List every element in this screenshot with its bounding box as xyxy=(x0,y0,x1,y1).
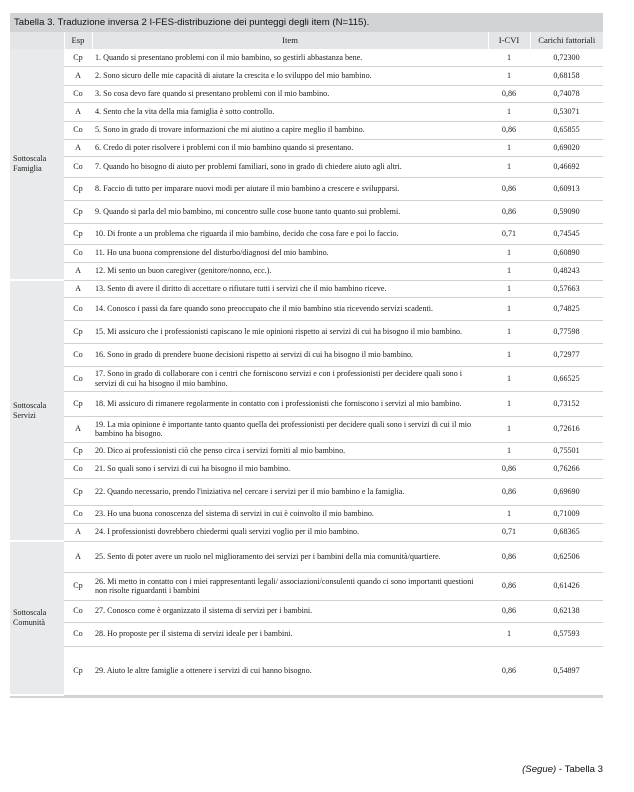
cell-cvi: 0,86 xyxy=(488,541,530,572)
cell-carico: 0,62506 xyxy=(530,541,603,572)
cell-item: 10. Di fronte a un problema che riguarda il mio bambino, decido che cosa fare e poi lo faccio. xyxy=(92,223,488,244)
table-row xyxy=(10,177,603,200)
table-row xyxy=(10,343,603,366)
cell-item: 28. Ho proposte per il sistema di servizi ideale per i bambini. xyxy=(92,622,488,646)
cell-item: 14. Conosco i passi da fare quando sono preoccupato che il mio bambino stia ricevendo servizi scadenti. xyxy=(92,297,488,320)
cell-cvi: 0,71 xyxy=(488,523,530,541)
section-label-line2: Comunità xyxy=(13,618,45,627)
table-row xyxy=(10,223,603,244)
cell-item: 4. Sento che la vita della mia famiglia è sotto controllo. xyxy=(92,102,488,121)
cell-esp: Co xyxy=(64,156,92,177)
cell-item: 17. Sono in grado di collaborare con i centri che forniscono servizi e con i professionisti per decidere quali sono i servizi di cui ha bisogno il mio bambino. xyxy=(92,366,488,391)
cell-carico: 0,48243 xyxy=(530,262,603,280)
cell-cvi: 0,86 xyxy=(488,600,530,622)
table-row xyxy=(10,200,603,223)
cell-cvi: 0,86 xyxy=(488,85,530,102)
header-cvi: I-CVI xyxy=(488,32,530,49)
table-row xyxy=(10,262,603,280)
cell-item: 19. La mia opinione è importante tanto quanto quella dei professionisti per decidere quali sono i servizi di cui il mio bambino ha bisogno. xyxy=(92,416,488,442)
section-label-line1: Sottoscala xyxy=(13,608,47,617)
cell-cvi: 1 xyxy=(488,320,530,343)
table-row xyxy=(10,459,603,478)
segue-label: (Segue) xyxy=(522,764,557,775)
cell-carico: 0,69690 xyxy=(530,478,603,505)
cell-cvi: 0,86 xyxy=(488,646,530,695)
cell-esp: Co xyxy=(64,459,92,478)
cell-esp: A xyxy=(64,541,92,572)
cell-item: 23. Ho una buona conoscenza del sistema di servizi in cui è coinvolto il mio bambino. xyxy=(92,505,488,523)
cell-carico: 0,62138 xyxy=(530,600,603,622)
table-row xyxy=(10,280,603,297)
cell-cvi: 0,86 xyxy=(488,177,530,200)
cell-cvi: 1 xyxy=(488,416,530,442)
table-row xyxy=(10,102,603,121)
cell-cvi: 1 xyxy=(488,297,530,320)
table-row xyxy=(10,66,603,85)
cell-esp: Cp xyxy=(64,223,92,244)
cell-carico: 0,72300 xyxy=(530,49,603,66)
cell-cvi: 1 xyxy=(488,280,530,297)
section-label-line2: Servizi xyxy=(13,410,36,420)
cell-cvi: 1 xyxy=(488,622,530,646)
cell-esp: Cp xyxy=(64,391,92,416)
cell-esp: Cp xyxy=(64,442,92,459)
cell-carico: 0,72977 xyxy=(530,343,603,366)
cell-item: 12. Mi sento un buon caregiver (genitore/nonno, ecc.). xyxy=(92,262,488,280)
cell-cvi: 1 xyxy=(488,156,530,177)
header-carichi: Carichi fattoriali xyxy=(530,32,603,49)
table-row xyxy=(10,85,603,102)
cell-esp: Cp xyxy=(64,320,92,343)
cell-item: 5. Sono in grado di trovare informazioni che mi aiutino a capire meglio il bambino. xyxy=(92,121,488,139)
table-row xyxy=(10,572,603,600)
cell-cvi: 0,86 xyxy=(488,200,530,223)
cell-esp: A xyxy=(64,102,92,121)
cell-carico: 0,74078 xyxy=(530,85,603,102)
cell-carico: 0,69020 xyxy=(530,139,603,156)
cell-esp: A xyxy=(64,416,92,442)
cell-esp: Co xyxy=(64,366,92,391)
cell-carico: 0,57593 xyxy=(530,622,603,646)
table-row xyxy=(10,391,603,416)
cell-esp: Cp xyxy=(64,200,92,223)
cell-cvi: 0,86 xyxy=(488,572,530,600)
cell-carico: 0,68365 xyxy=(530,523,603,541)
cell-item: 9. Quando si parla del mio bambino, mi concentro sulle cose buone tanto quanto sui problemi. xyxy=(92,200,488,223)
cell-carico: 0,76266 xyxy=(530,459,603,478)
cell-carico: 0,46692 xyxy=(530,156,603,177)
cell-carico: 0,74545 xyxy=(530,223,603,244)
section-label-line2: Famiglia xyxy=(13,164,42,173)
cell-cvi: 1 xyxy=(488,391,530,416)
cell-esp: Cp xyxy=(64,478,92,505)
cell-item: 1. Quando si presentano problemi con il mio bambino, so gestirli abbastanza bene. xyxy=(92,49,488,66)
cell-cvi: 1 xyxy=(488,343,530,366)
table-body xyxy=(10,49,603,695)
cell-carico: 0,68158 xyxy=(530,66,603,85)
cell-item: 15. Mi assicuro che i professionisti capiscano le mie opinioni rispetto ai servizi di cui ha bisogno il mio bambino. xyxy=(92,320,488,343)
cell-cvi: 0,86 xyxy=(488,121,530,139)
cell-esp: Cp xyxy=(64,49,92,66)
table-row xyxy=(10,244,603,262)
cell-esp: Cp xyxy=(64,646,92,695)
table-header-row xyxy=(10,32,603,49)
cell-esp: A xyxy=(64,66,92,85)
section-label xyxy=(10,280,64,541)
cell-carico: 0,59090 xyxy=(530,200,603,223)
header-esp: Esp xyxy=(64,32,92,49)
cell-item: 18. Mi assicuro di rimanere regolarmente in contatto con i professionisti che forniscono i servizi al mio bambino. xyxy=(92,391,488,416)
cell-esp: Cp xyxy=(64,177,92,200)
table-caption: Tabella 3. Traduzione inversa 2 I-FES-distribuzione dei punteggi degli item (N=115). xyxy=(10,13,603,32)
section-label-line1: Sottoscala xyxy=(13,400,47,410)
cell-carico: 0,53071 xyxy=(530,102,603,121)
cell-carico: 0,65855 xyxy=(530,121,603,139)
cell-item: 3. So cosa devo fare quando si presentano problemi con il mio bambino. xyxy=(92,85,488,102)
cell-item: 22. Quando necessario, prendo l'iniziativa nel cercare i servizi per il mio bambino e la famiglia. xyxy=(92,478,488,505)
table-bottom-rule xyxy=(10,696,603,698)
table-row xyxy=(10,505,603,523)
table-row xyxy=(10,297,603,320)
cell-cvi: 1 xyxy=(488,262,530,280)
cell-carico: 0,57663 xyxy=(530,280,603,297)
cell-item: 7. Quando ho bisogno di aiuto per problemi familiari, sono in grado di chiedere aiuto agli altri. xyxy=(92,156,488,177)
cell-cvi: 1 xyxy=(488,366,530,391)
cell-carico: 0,71009 xyxy=(530,505,603,523)
cell-esp: A xyxy=(64,139,92,156)
cell-cvi: 1 xyxy=(488,49,530,66)
cell-esp: Co xyxy=(64,121,92,139)
header-section xyxy=(10,32,64,49)
table-row xyxy=(10,646,603,695)
cell-carico: 0,60913 xyxy=(530,177,603,200)
continuation-note xyxy=(522,764,603,775)
section-label-line1: Sottoscala xyxy=(13,154,47,163)
cell-esp: Cp xyxy=(64,572,92,600)
table-row xyxy=(10,442,603,459)
table-row xyxy=(10,523,603,541)
cell-item: 2. Sono sicuro delle mie capacità di aiutare la crescita e lo sviluppo del mio bambino. xyxy=(92,66,488,85)
cell-carico: 0,61426 xyxy=(530,572,603,600)
table-row xyxy=(10,600,603,622)
cell-esp: Co xyxy=(64,505,92,523)
cell-item: 13. Sento di avere il diritto di accettare o rifiutare tutti i servizi che il mio bambino riceve. xyxy=(92,280,488,297)
section-label xyxy=(10,541,64,695)
table-row xyxy=(10,416,603,442)
cell-esp: Co xyxy=(64,297,92,320)
cell-item: 11. Ho una buona comprensione del disturbo/diagnosi del mio bambino. xyxy=(92,244,488,262)
cell-item: 29. Aiuto le altre famiglie a ottenere i servizi di cui hanno bisogno. xyxy=(92,646,488,695)
cell-item: 6. Credo di poter risolvere i problemi con il mio bambino quando si presentano. xyxy=(92,139,488,156)
cell-cvi: 1 xyxy=(488,139,530,156)
cell-carico: 0,74825 xyxy=(530,297,603,320)
cell-carico: 0,72616 xyxy=(530,416,603,442)
cell-item: 24. I professionisti dovrebbero chiedermi quali servizi voglio per il mio bambino. xyxy=(92,523,488,541)
table-row xyxy=(10,541,603,572)
cell-esp: Co xyxy=(64,622,92,646)
cell-carico: 0,77598 xyxy=(530,320,603,343)
cell-cvi: 0,86 xyxy=(488,459,530,478)
table-row xyxy=(10,156,603,177)
cell-item: 8. Faccio di tutto per imparare nuovi modi per aiutare il mio bambino a crescere e svilupparsi. xyxy=(92,177,488,200)
cell-cvi: 1 xyxy=(488,505,530,523)
cell-esp: A xyxy=(64,280,92,297)
table-ref: - Tabella 3 xyxy=(556,764,603,775)
cell-item: 20. Dico ai professionisti ciò che penso circa i servizi forniti al mio bambino. xyxy=(92,442,488,459)
table-row xyxy=(10,622,603,646)
cell-cvi: 1 xyxy=(488,442,530,459)
cell-item: 26. Mi metto in contatto con i miei rappresentanti legali/ associazioni/consulenti quando ci sono importanti questioni non risolte riguardanti i bambini xyxy=(92,572,488,600)
table-row xyxy=(10,366,603,391)
cell-esp: A xyxy=(64,262,92,280)
cell-carico: 0,54897 xyxy=(530,646,603,695)
table-row xyxy=(10,139,603,156)
table-row xyxy=(10,478,603,505)
cell-cvi: 1 xyxy=(488,244,530,262)
cell-cvi: 0,86 xyxy=(488,478,530,505)
table-row xyxy=(10,121,603,139)
cell-carico: 0,60890 xyxy=(530,244,603,262)
cell-item: 21. So quali sono i servizi di cui ha bisogno il mio bambino. xyxy=(92,459,488,478)
cell-carico: 0,75501 xyxy=(530,442,603,459)
table-row xyxy=(10,49,603,66)
cell-esp: A xyxy=(64,523,92,541)
cell-carico: 0,66525 xyxy=(530,366,603,391)
items-table xyxy=(10,32,603,696)
cell-item: 25. Sento di poter avere un ruolo nel miglioramento dei servizi per i bambini della mia comunità/quartiere. xyxy=(92,541,488,572)
header-item: Item xyxy=(92,32,488,49)
table-row xyxy=(10,320,603,343)
cell-item: 16. Sono in grado di prendere buone decisioni rispetto ai servizi di cui ha bisogno il mio bambino. xyxy=(92,343,488,366)
section-label xyxy=(10,49,64,280)
cell-cvi: 1 xyxy=(488,66,530,85)
cell-cvi: 1 xyxy=(488,102,530,121)
cell-esp: Co xyxy=(64,244,92,262)
cell-esp: Co xyxy=(64,343,92,366)
cell-esp: Co xyxy=(64,600,92,622)
cell-carico: 0,73152 xyxy=(530,391,603,416)
table-figure xyxy=(10,13,603,698)
cell-item: 27. Conosco come è organizzato il sistema di servizi per i bambini. xyxy=(92,600,488,622)
cell-esp: Co xyxy=(64,85,92,102)
cell-cvi: 0,71 xyxy=(488,223,530,244)
